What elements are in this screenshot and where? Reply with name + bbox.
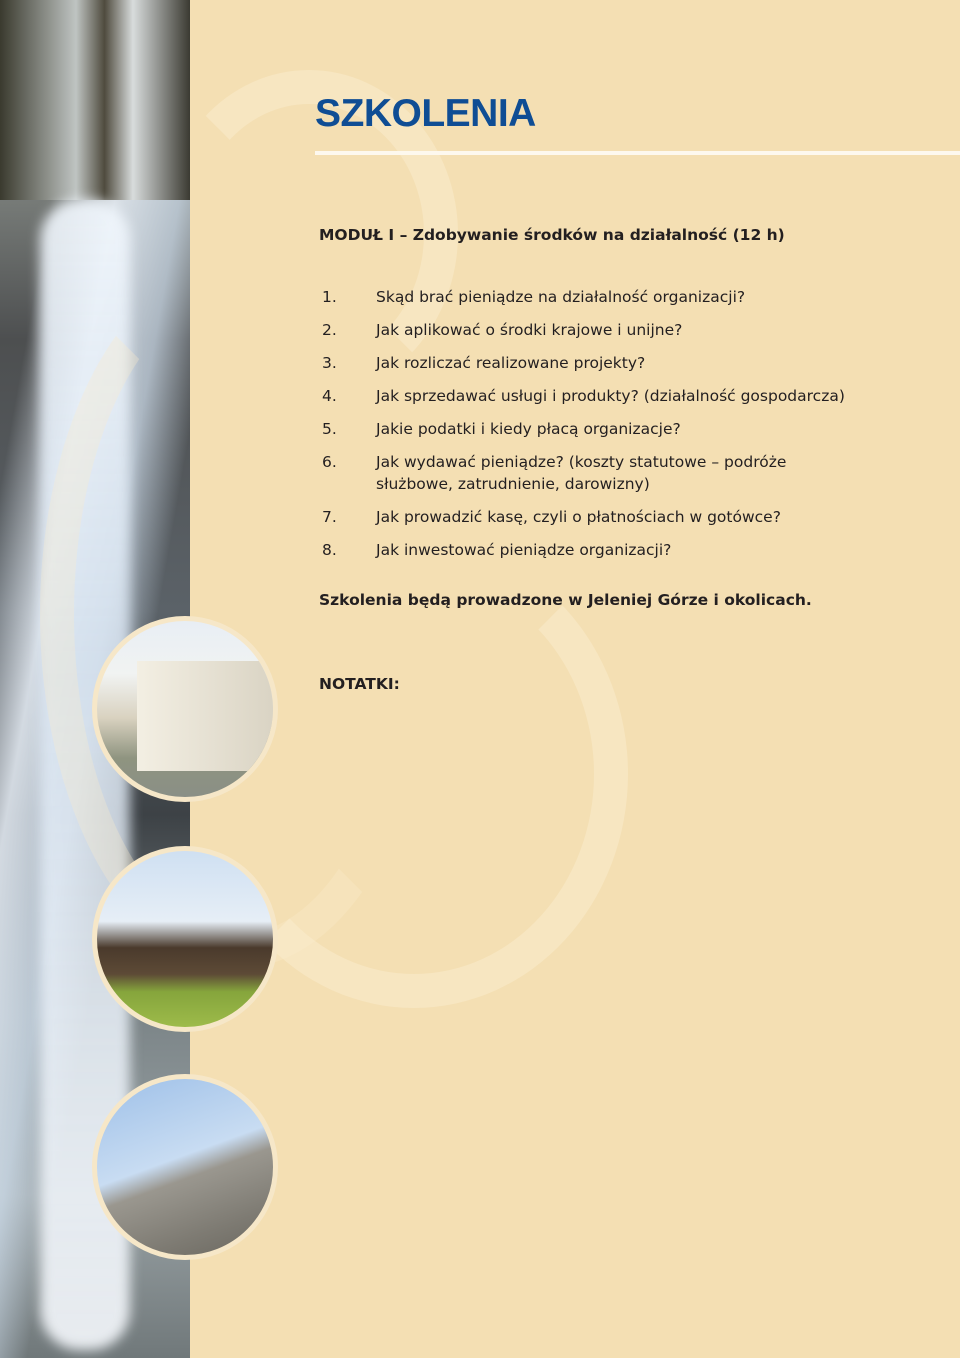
list-item [319, 319, 936, 341]
item-number: 6. [322, 453, 337, 471]
item-number: 1. [322, 288, 337, 306]
item-number: 2. [322, 321, 337, 339]
photo-castle-tower [92, 1074, 278, 1260]
item-number: 7. [322, 508, 337, 526]
item-text: Jak rozliczać realizowane projekty? [376, 354, 646, 372]
list-item [319, 451, 936, 495]
page-title: SZKOLENIA [315, 92, 536, 135]
forest-trees [0, 0, 190, 200]
list-item [319, 385, 936, 407]
photo-wooden-house [92, 846, 278, 1032]
topic-list [319, 286, 936, 572]
item-text: Jak wydawać pieniądze? (koszty statutowe – podróże służbowe, zatrudnienie, darowizny) [376, 453, 787, 493]
notes-label: NOTATKI: [319, 675, 400, 693]
item-text: Jak aplikować o środki krajowe i unijne? [376, 321, 683, 339]
list-item [319, 418, 936, 440]
list-item [319, 539, 936, 561]
item-number: 8. [322, 541, 337, 559]
list-item [319, 286, 936, 308]
item-text: Jak sprzedawać usługi i produkty? (działalność gospodarcza) [376, 387, 845, 405]
item-text: Jak prowadzić kasę, czyli o płatnościach w gotówce? [376, 508, 781, 526]
photo-palace-building [92, 616, 278, 802]
item-text: Skąd brać pieniądze na działalność organizacji? [376, 288, 746, 306]
list-item [319, 506, 936, 528]
item-number: 5. [322, 420, 337, 438]
module-heading: MODUŁ I – Zdobywanie środków na działalność (12 h) [319, 226, 785, 244]
location-note: Szkolenia będą prowadzone w Jeleniej Górze i okolicach. [319, 591, 812, 609]
item-number: 4. [322, 387, 337, 405]
item-text: Jakie podatki i kiedy płacą organizacje? [376, 420, 681, 438]
list-item [319, 352, 936, 374]
title-divider [315, 151, 960, 155]
item-text: Jak inwestować pieniądze organizacji? [376, 541, 672, 559]
item-number: 3. [322, 354, 337, 372]
